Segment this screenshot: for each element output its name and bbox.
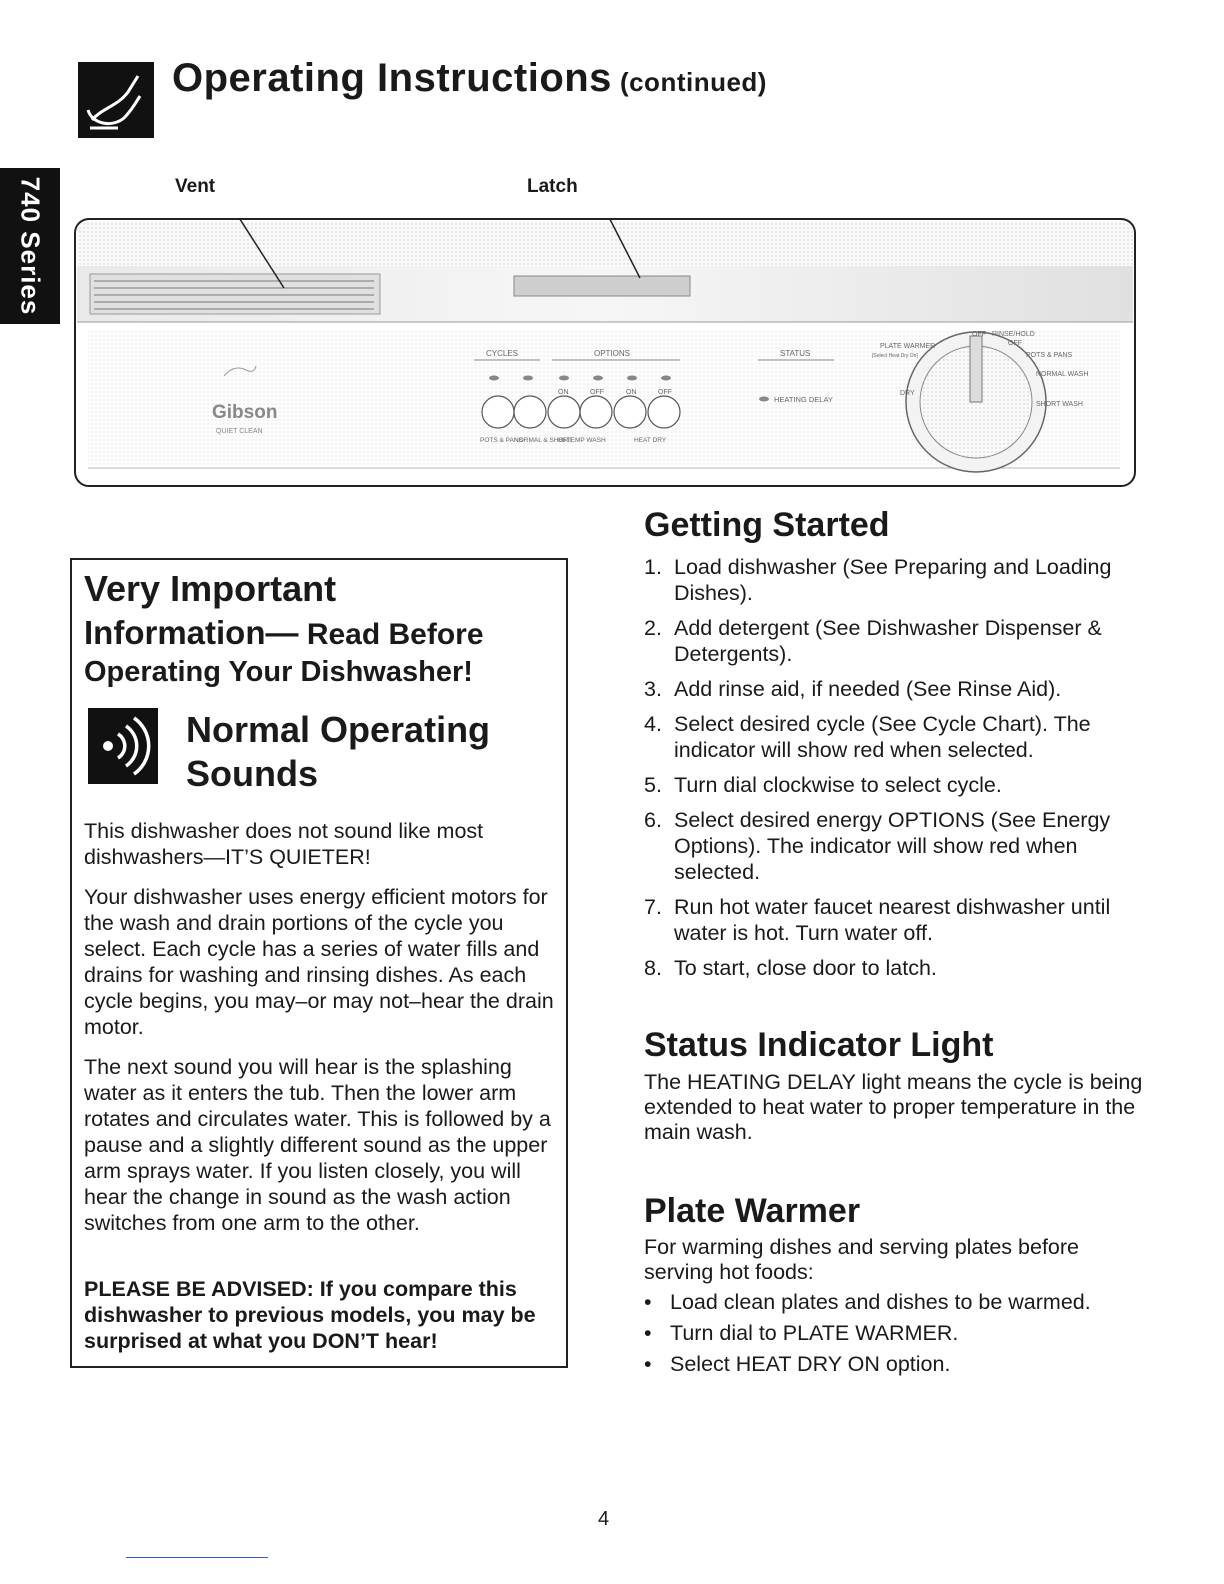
svg-text:POTS & PANS: POTS & PANS [1026,352,1073,359]
brand-subtitle: QUIET CLEAN [216,428,263,435]
svg-text:[Select Heat Dry On]: [Select Heat Dry On] [872,353,918,359]
footer-rule [126,1557,268,1558]
cycle-button-normal-short [514,396,546,428]
sound-waves-icon [88,708,158,784]
svg-text:DRY: DRY [900,390,915,397]
plate-warmer-bullets [644,1290,1124,1383]
latch-handle [514,276,690,296]
svg-text:OFF: OFF [1008,340,1022,347]
list-item: 7. Run hot water faucet nearest dishwasher until water is hot. Turn water off. [644,895,1111,945]
list-item: 3. Add rinse aid, if needed (See Rinse Aid). [644,677,1062,701]
status-label: STATUS [780,349,811,358]
list-item: • Turn dial to PLATE WARMER. [644,1321,959,1345]
info-paragraph-2: Your dishwasher uses energy efficient motors for the wash and drain portions of the cycle you select. Each cycle has a series of water fills and drains for washing and rinsing dishes. As each cycle begins, you may–or may not–hear the drain motor. [84,885,554,1039]
status-indicator-heading: Status Indicator Light [644,1026,994,1064]
latch-callout-label: Latch [527,176,578,197]
list-item: • Select HEAT DRY ON option. [644,1352,951,1376]
svg-text:OFF: OFF [590,389,604,396]
svg-text:RINSE/HOLD: RINSE/HOLD [992,331,1035,338]
option-button-hi-temp-off [580,396,612,428]
vent-callout-label: Vent [175,176,216,197]
series-tab: 740 Series [0,168,60,324]
svg-text:NORMAL WASH: NORMAL WASH [1036,371,1089,378]
options-label: OPTIONS [594,349,631,358]
info-paragraph-3: The next sound you will hear is the splashing water as it enters the tub. Then the lower arm rotates and circulates water. This is followed by a pause and a slightly different sound as the upper arm sprays water. If you listen closely, you will hear the change in sound as the wash action switches from one arm to the other. [84,1055,551,1235]
list-item: 8. To start, close door to latch. [644,956,937,980]
status-indicator-text: The HEATING DELAY light means the cycle is being extended to heat water to proper temperature in the main wash. [644,1070,1143,1144]
vent-grille [90,274,380,314]
svg-text:ON: ON [558,389,569,396]
info-heading-1: Very Important [84,568,337,609]
plate-warmer-intro: For warming dishes and serving plates before serving hot foods: [644,1235,1079,1284]
brand-logo: Gibson [212,402,278,423]
page-number: 4 [598,1508,610,1530]
control-panel-illustration [74,218,1136,488]
svg-text:NORMAL & SHORT: NORMAL & SHORT [514,437,573,444]
list-item: 5. Turn dial clockwise to select cycle. [644,773,1002,797]
list-item: 4. Select desired cycle (See Cycle Chart). The indicator will show red when selected. [644,712,1091,762]
list-item: 2. Add detergent (See Dishwasher Dispenser & Detergents). [644,616,1102,666]
cycles-label: CYCLES [486,349,519,358]
hand-touch-icon [78,62,154,138]
list-item: • Load clean plates and dishes to be warmed. [644,1290,1091,1314]
option-button-heat-dry-on [614,396,646,428]
cycle-dial [906,332,1046,472]
svg-text:HI-TEMP WASH: HI-TEMP WASH [558,437,606,444]
cycle-button-pots-pans [482,396,514,428]
svg-text:PLATE WARMER: PLATE WARMER [880,343,936,350]
heating-delay-indicator-label: HEATING DELAY [774,395,833,404]
info-heading-2: Information— Read Before [84,614,484,651]
advisory-text: PLEASE BE ADVISED: If you compare this dishwasher to previous models, you may be surprised at what you DON’T hear! [84,1277,536,1353]
plate-warmer-heading: Plate Warmer [644,1192,861,1230]
getting-started-heading: Getting Started [644,506,890,544]
list-item: 6. Select desired energy OPTIONS (See Energy Options). The indicator will show red when selected. [644,808,1111,884]
list-item: 1. Load dishwasher (See Preparing and Loading Dishes). [644,555,1112,605]
info-paragraph-1: This dishwasher does not sound like most dishwashers—IT’S QUIETER! [84,819,484,869]
svg-text:HEAT DRY: HEAT DRY [634,437,667,444]
option-button-heat-dry-off [648,396,680,428]
page-title: Operating Instructions (continued) [172,56,767,100]
svg-text:OFF: OFF [658,389,672,396]
normal-operating-sounds-heading: Normal Operating Sounds [186,709,491,794]
svg-text:OFF: OFF [972,331,986,338]
svg-text:ON: ON [626,389,637,396]
info-heading-3: Operating Your Dishwasher! [84,656,473,688]
option-button-hi-temp-on [548,396,580,428]
getting-started-steps [644,554,1144,990]
svg-text:SHORT WASH: SHORT WASH [1036,401,1083,408]
svg-text:POTS & PANS: POTS & PANS [480,437,523,444]
